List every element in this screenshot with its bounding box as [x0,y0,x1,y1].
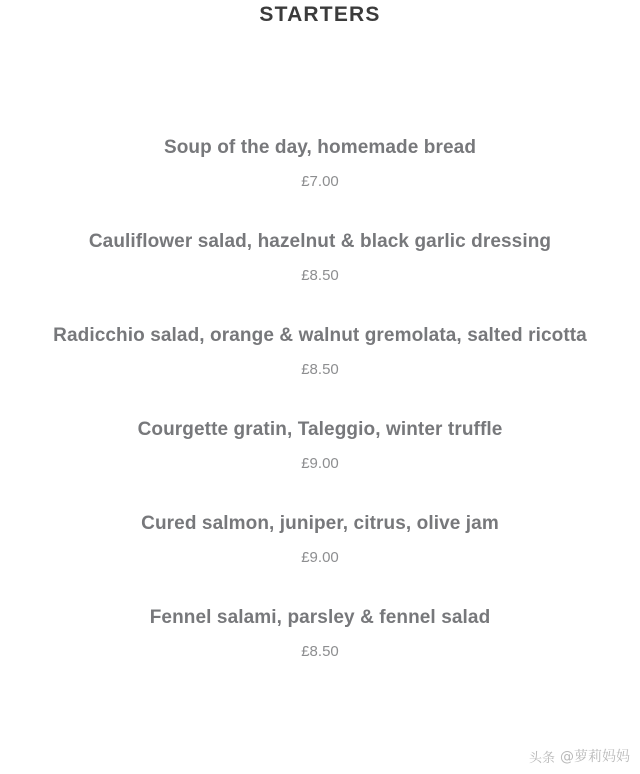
menu-item-name: Cured salmon, juniper, citrus, olive jam [141,513,499,534]
menu-item-price: £9.00 [301,455,339,472]
menu-item-name: Cauliflower salad, hazelnut & black garlic dressing [88,231,552,252]
menu-item-name: Fennel salami, parsley & fennel salad [149,607,491,628]
menu-item-list [8,136,632,662]
menu-item-name: Courgette gratin, Taleggio, winter truffle [137,419,503,440]
menu-item-name: Soup of the day, homemade bread [163,137,477,158]
menu-item-price: £9.00 [301,549,339,566]
menu-item [8,324,632,380]
menu-item-price: £8.50 [301,361,339,378]
menu-item [8,230,632,286]
menu-item [8,136,632,192]
menu-item-name: Radicchio salad, orange & walnut gremolata, salted ricotta [53,325,587,346]
watermark-source: 头条 [528,750,555,766]
menu-item [8,512,632,568]
watermark [529,746,630,766]
menu-item [8,418,632,474]
menu-item-price: £8.50 [301,267,339,284]
watermark-author: @萝莉妈妈 [560,749,630,765]
page-title: STARTERS [259,3,381,26]
menu-item-price: £8.50 [301,643,339,660]
menu-item-price: £7.00 [301,173,339,190]
menu-item [8,606,632,662]
